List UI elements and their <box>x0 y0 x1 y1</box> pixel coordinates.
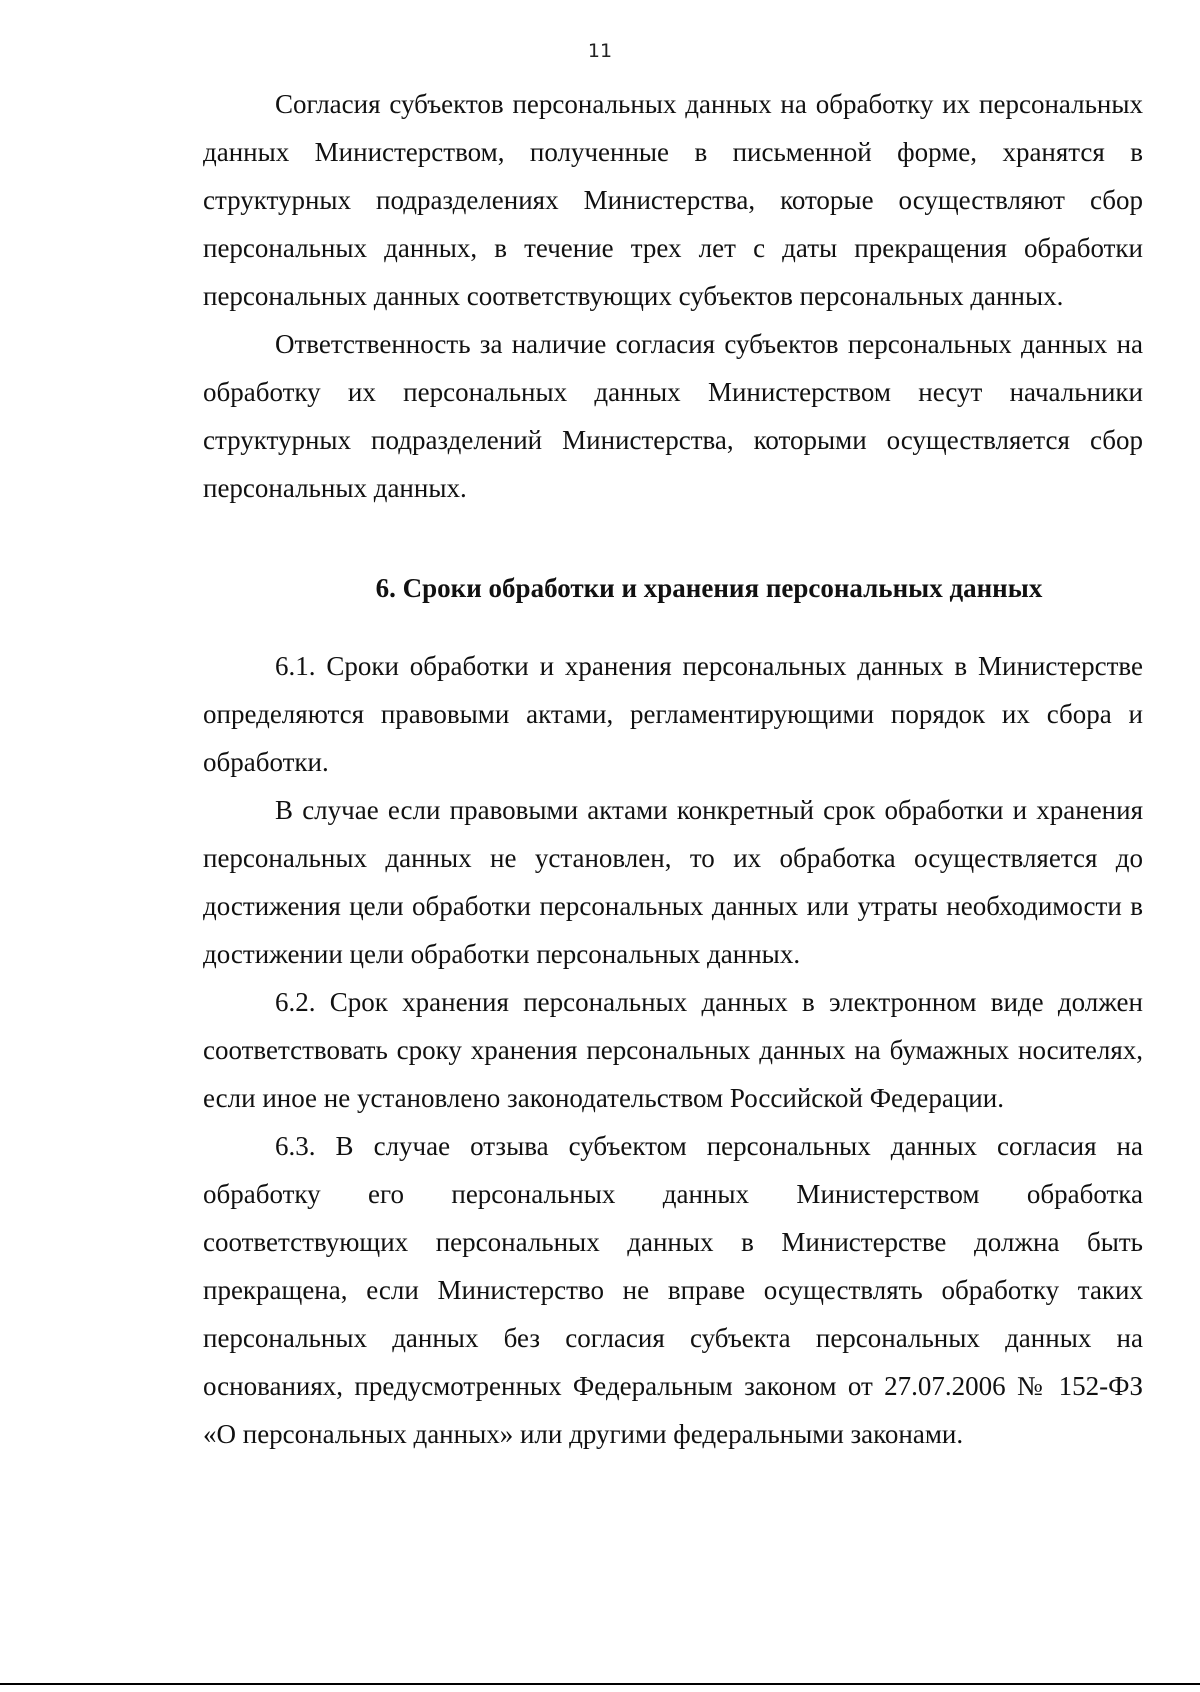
paragraph-6-2: 6.2. Срок хранения персональных данных в электронном виде должен соответствовать сроку хранения персональных данных на бумажных носителях, если иное не установлено законодательством Российской Федерации. <box>203 987 1143 1113</box>
paragraph-responsibility: Ответственность за наличие согласия субъектов персональных данных на обработку их персональных данных Министерством несут начальники структурных подразделений Министерства, которыми осуществляется сбор персональных данных. <box>203 329 1143 503</box>
paragraph-6-1-continued: В случае если правовыми актами конкретный срок обработки и хранения персональных данных не установлен, то их обработка осуществляется до достижения цели обработки персональных данных или утраты необходимости в достижении цели обработки персональных данных. <box>203 795 1143 969</box>
paragraph-consent-storage: Согласия субъектов персональных данных на обработку их персональных данных Министерством, полученные в письменной форме, хранятся в структурных подразделениях Министерства, которые осуществляют сбор персональных данных, в течение трех лет с даты прекращения обработки персональных данных соответствующих субъектов персональных данных. <box>203 89 1143 311</box>
page-bottom-divider <box>0 1683 1200 1685</box>
paragraph-6-3: 6.3. В случае отзыва субъектом персональных данных согласия на обработку его персональных данных Министерством обработка соответствующих персональных данных в Министерстве должна быть прекращена, если Министерство не вправе осуществлять обработку таких персональных данных без согласия субъекта персональных данных на основаниях, предусмотренных Федеральным законом от 27.07.2006 № 152-ФЗ «О персональных данных» или другими федеральными законами. <box>203 1131 1143 1449</box>
page-number: 11 <box>587 40 613 62</box>
paragraph-6-1: 6.1. Сроки обработки и хранения персональных данных в Министерстве определяются правовыми актами, регламентирующими порядок их сбора и обработки. <box>203 651 1143 777</box>
document-body <box>203 80 1143 1458</box>
section-heading: 6. Сроки обработки и хранения персональных данных <box>375 573 1043 603</box>
